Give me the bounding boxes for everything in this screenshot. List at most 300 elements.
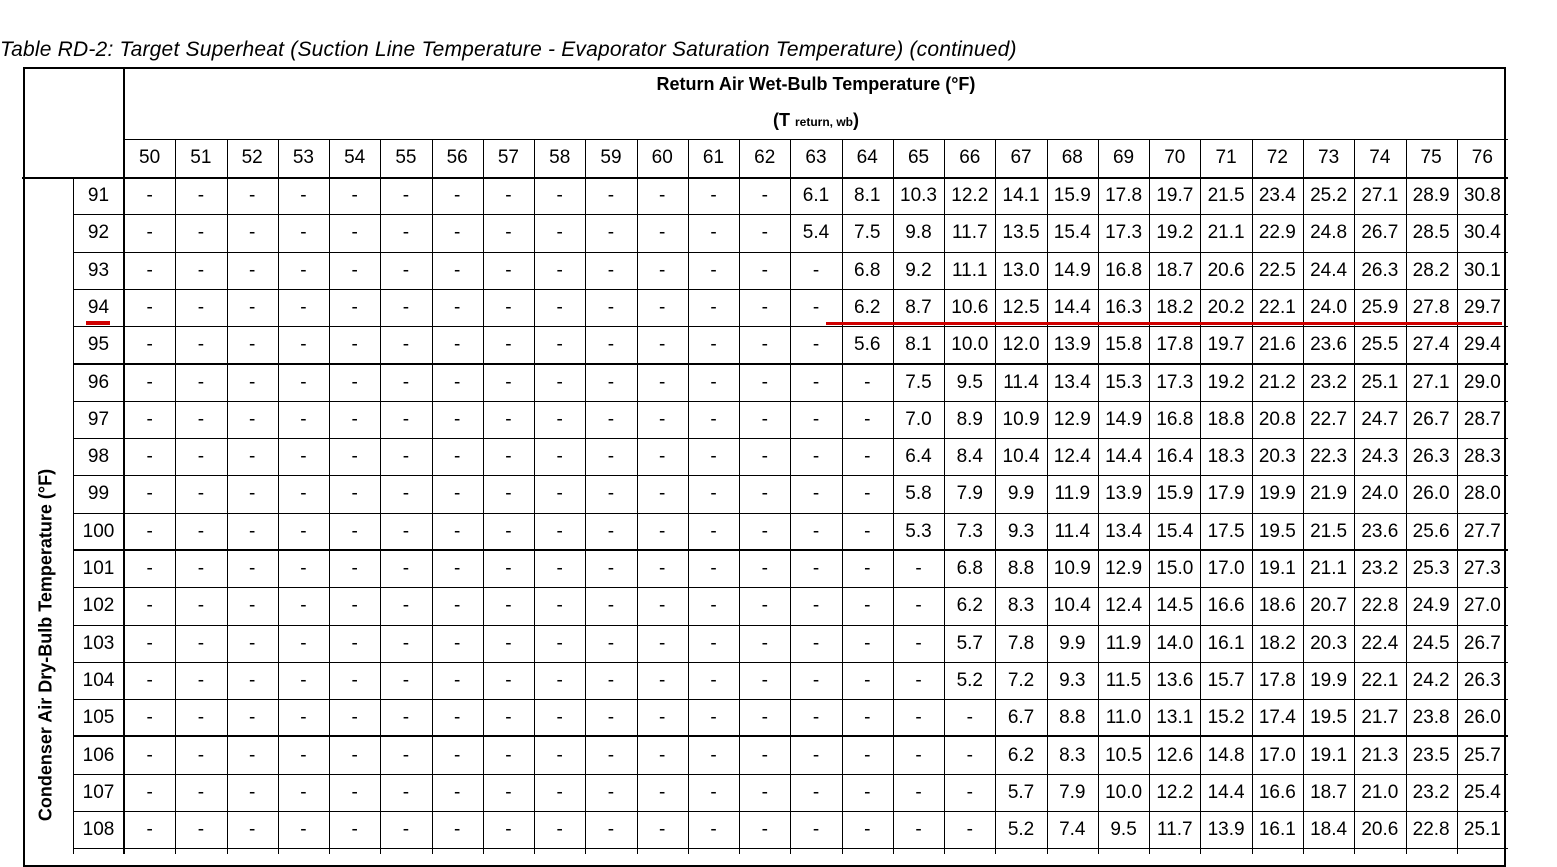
- table-cell: -: [300, 520, 307, 542]
- table-cell: 16.1: [1258, 819, 1296, 841]
- table-cell: -: [197, 371, 205, 393]
- table-cell: -: [197, 707, 205, 729]
- row-line: [73, 326, 1508, 327]
- table-cell: -: [454, 707, 461, 729]
- table-cell: 27.0: [1463, 595, 1501, 617]
- row-label-107: 107: [82, 781, 115, 803]
- table-cell: -: [812, 669, 820, 691]
- table-cell: -: [402, 520, 410, 542]
- table-cell: -: [300, 446, 307, 468]
- table-cell: 17.0: [1207, 558, 1245, 579]
- table-cell: -: [300, 371, 307, 393]
- table-cell: 9.9: [1059, 632, 1086, 654]
- table-cell: -: [197, 222, 205, 244]
- table-cell: -: [300, 632, 307, 654]
- column-header-52: 52: [241, 147, 263, 168]
- table-cell: 12.4: [1053, 446, 1091, 468]
- table-cell: 21.9: [1310, 483, 1348, 505]
- table-cell: 10.9: [1053, 558, 1091, 579]
- table-cell: -: [402, 781, 410, 803]
- table-cell: -: [812, 446, 820, 468]
- table-cell: -: [351, 334, 358, 356]
- row-label-100: 100: [82, 520, 115, 542]
- table-cell: 6.2: [1007, 744, 1035, 766]
- table-cell: -: [402, 483, 410, 505]
- table-cell: -: [248, 371, 256, 393]
- table-cell: -: [454, 371, 461, 393]
- table-cell: -: [402, 632, 410, 654]
- table-cell: -: [556, 558, 563, 579]
- table-caption: Table RD-2: Target Superheat (Suction Line Temperature - Evaporator Saturation Temperature) (continued): [0, 38, 1017, 61]
- table-cell: -: [146, 259, 153, 281]
- table-cell: -: [864, 595, 871, 617]
- table-cell: -: [710, 408, 717, 430]
- table-cell: -: [761, 408, 768, 430]
- symbol-subscript: return, wb: [795, 115, 854, 129]
- table-cell: -: [505, 408, 512, 430]
- table-cell: 21.5: [1310, 520, 1348, 542]
- table-cell: -: [454, 296, 461, 318]
- table-cell: 8.4: [956, 446, 983, 468]
- table-cell: 22.9: [1258, 222, 1296, 244]
- table-cell: -: [505, 483, 512, 505]
- table-cell: -: [556, 446, 563, 468]
- table-cell: -: [248, 185, 256, 206]
- table-cell: -: [659, 371, 666, 393]
- table-cell: 15.9: [1053, 185, 1091, 206]
- table-cell: -: [146, 371, 153, 393]
- table-cell: 19.5: [1258, 520, 1296, 542]
- table-cell: 16.8: [1105, 259, 1143, 281]
- table-cell: 7.8: [1007, 632, 1035, 654]
- table-cell: -: [607, 371, 615, 393]
- table-cell: -: [915, 707, 922, 729]
- table-cell: -: [402, 669, 410, 691]
- table-cell: 7.0: [905, 408, 932, 430]
- table-cell: -: [197, 632, 205, 654]
- table-cell: 20.6: [1207, 259, 1245, 281]
- group-separator-line: [73, 363, 1508, 365]
- table-cell: -: [505, 669, 512, 691]
- table-cell: -: [402, 707, 410, 729]
- column-header-64: 64: [856, 147, 878, 168]
- table-cell: -: [351, 259, 358, 281]
- column-header-62: 62: [754, 147, 776, 168]
- table-cell: -: [197, 446, 205, 468]
- table-cell: -: [915, 558, 922, 579]
- table-cell: 5.4: [802, 222, 830, 244]
- table-cell: -: [351, 558, 358, 579]
- table-cell: -: [864, 669, 871, 691]
- table-cell: -: [915, 669, 922, 691]
- row-line: [73, 513, 1508, 514]
- row-label-94: 94: [87, 296, 110, 318]
- table-cell: -: [248, 669, 256, 691]
- row-label-99: 99: [87, 483, 110, 505]
- table-cell: -: [812, 408, 820, 430]
- table-cell: 12.6: [1156, 744, 1194, 766]
- row-line: [73, 848, 1508, 849]
- table-cell: 29.4: [1463, 334, 1501, 356]
- table-cell: -: [710, 259, 717, 281]
- row-label-96: 96: [87, 371, 110, 393]
- table-cell: 6.2: [854, 296, 881, 318]
- table-cell: -: [402, 371, 410, 393]
- table-cell: -: [710, 483, 717, 505]
- table-cell: 6.2: [956, 595, 983, 617]
- table-cell: 12.9: [1105, 558, 1143, 579]
- table-cell: -: [556, 222, 563, 244]
- table-cell: 20.3: [1258, 446, 1296, 468]
- table-cell: 24.3: [1361, 446, 1399, 468]
- table-cell: -: [300, 558, 307, 579]
- table-cell: 24.4: [1310, 259, 1348, 281]
- table-cell: 7.2: [1007, 669, 1035, 691]
- row-label-105: 105: [82, 707, 115, 729]
- table-cell: -: [300, 259, 307, 281]
- table-cell: 10.0: [1105, 781, 1143, 803]
- table-cell: -: [248, 296, 256, 318]
- table-cell: -: [864, 744, 871, 766]
- table-cell: -: [505, 446, 512, 468]
- table-cell: -: [300, 185, 307, 206]
- table-cell: 26.0: [1412, 483, 1450, 505]
- table-cell: -: [607, 334, 615, 356]
- table-cell: 19.2: [1207, 371, 1245, 393]
- table-cell: -: [607, 296, 615, 318]
- table-cell: -: [146, 296, 153, 318]
- table-cell: -: [812, 558, 820, 579]
- table-cell: 28.9: [1412, 185, 1450, 206]
- table-cell: -: [505, 259, 512, 281]
- table-cell: 11.7: [951, 222, 988, 244]
- table-cell: -: [402, 446, 410, 468]
- table-cell: -: [812, 781, 820, 803]
- table-cell: 23.8: [1412, 707, 1450, 729]
- table-cell: -: [710, 744, 717, 766]
- table-cell: 13.0: [1002, 259, 1040, 281]
- table-cell: -: [710, 707, 717, 729]
- table-cell: 14.4: [1105, 446, 1143, 468]
- table-cell: -: [915, 744, 922, 766]
- table-cell: 10.5: [1105, 744, 1143, 766]
- table-cell: 15.7: [1207, 669, 1245, 691]
- table-cell: -: [607, 446, 615, 468]
- table-cell: -: [248, 744, 256, 766]
- table-cell: 13.9: [1105, 483, 1143, 505]
- table-cell: 8.1: [854, 185, 881, 206]
- table-cell: 26.3: [1463, 669, 1501, 691]
- table-cell: 8.8: [1059, 707, 1086, 729]
- column-header-65: 65: [907, 147, 930, 168]
- table-cell: -: [659, 520, 666, 542]
- table-cell: -: [659, 408, 666, 430]
- table-cell: -: [864, 558, 871, 579]
- table-cell: -: [812, 595, 820, 617]
- table-cell: 20.2: [1207, 296, 1245, 318]
- table-cell: -: [607, 259, 615, 281]
- table-cell: -: [556, 707, 563, 729]
- table-cell: -: [556, 483, 563, 505]
- table-cell: -: [659, 595, 666, 617]
- table-cell: 19.7: [1207, 334, 1245, 356]
- table-cell: 14.4: [1207, 781, 1245, 803]
- table-cell: -: [607, 558, 615, 579]
- table-cell: -: [556, 259, 563, 281]
- table-cell: -: [248, 222, 256, 244]
- table-cell: -: [197, 744, 205, 766]
- table-cell: 18.7: [1310, 781, 1348, 803]
- table-cell: 27.7: [1463, 520, 1501, 542]
- table-cell: -: [351, 632, 358, 654]
- row-line: [73, 438, 1508, 439]
- table-cell: -: [402, 408, 410, 430]
- table-cell: 15.4: [1053, 222, 1091, 244]
- table-cell: 26.7: [1412, 408, 1450, 430]
- table-cell: 19.2: [1156, 222, 1194, 244]
- table-cell: -: [351, 669, 358, 691]
- table-cell: -: [761, 296, 768, 318]
- table-cell: 18.4: [1310, 819, 1348, 841]
- column-header-63: 63: [805, 147, 827, 168]
- table-cell: 22.8: [1412, 819, 1450, 841]
- table-cell: 12.9: [1053, 408, 1091, 430]
- table-cell: -: [966, 707, 973, 729]
- table-cell: 19.5: [1310, 707, 1348, 729]
- table-cell: 14.1: [1002, 185, 1040, 206]
- table-cell: -: [454, 222, 461, 244]
- table-cell: 12.2: [951, 185, 989, 206]
- table-cell: 29.0: [1463, 371, 1501, 393]
- table-cell: -: [710, 296, 717, 318]
- table-cell: -: [812, 334, 820, 356]
- table-cell: 8.7: [905, 296, 932, 318]
- table-cell: 21.7: [1361, 707, 1399, 729]
- group-separator-line: [73, 735, 1508, 737]
- table-cell: -: [556, 819, 563, 841]
- table-cell: -: [505, 744, 512, 766]
- table-cell: -: [248, 408, 256, 430]
- table-cell: -: [300, 744, 307, 766]
- table-cell: 15.9: [1156, 483, 1194, 505]
- table-cell: 7.9: [956, 483, 983, 505]
- table-cell: 17.5: [1207, 520, 1245, 542]
- table-cell: -: [556, 595, 563, 617]
- table-cell: -: [761, 222, 768, 244]
- table-cell: -: [351, 371, 358, 393]
- table-cell: -: [454, 558, 461, 579]
- table-cell: 14.4: [1053, 296, 1091, 318]
- table-cell: -: [607, 781, 615, 803]
- table-cell: -: [761, 669, 768, 691]
- table-cell: -: [351, 446, 358, 468]
- highlight-underline: [86, 321, 110, 325]
- table-cell: -: [761, 819, 768, 841]
- table-cell: -: [659, 296, 666, 318]
- table-cell: -: [248, 334, 256, 356]
- table-cell: -: [710, 520, 717, 542]
- table-cell: -: [505, 632, 512, 654]
- column-header-61: 61: [702, 147, 725, 168]
- table-cell: -: [607, 595, 615, 617]
- table-cell: -: [197, 483, 205, 505]
- table-cell: -: [812, 296, 820, 318]
- column-header-50: 50: [139, 147, 161, 168]
- table-cell: -: [556, 632, 563, 654]
- table-cell: -: [761, 483, 768, 505]
- table-cell: -: [300, 595, 307, 617]
- grid-line: [124, 139, 1508, 140]
- table-cell: 14.5: [1156, 595, 1194, 617]
- table-cell: 8.3: [1007, 595, 1035, 617]
- table-cell: 20.3: [1310, 632, 1348, 654]
- row-line: [73, 475, 1508, 476]
- table-cell: 6.4: [905, 446, 932, 468]
- table-cell: -: [351, 819, 358, 841]
- table-cell: -: [915, 595, 922, 617]
- table-cell: -: [812, 819, 820, 841]
- table-cell: 5.7: [1007, 781, 1035, 803]
- table-cell: -: [197, 595, 205, 617]
- table-cell: -: [659, 819, 666, 841]
- table-cell: 25.6: [1412, 520, 1450, 542]
- table-cell: 6.8: [854, 259, 881, 281]
- group-separator-line: [73, 549, 1508, 551]
- table-cell: 12.5: [1002, 296, 1040, 318]
- table-cell: 18.7: [1156, 259, 1194, 281]
- table-cell: 24.9: [1412, 595, 1450, 617]
- row-label-108: 108: [82, 819, 115, 841]
- table-cell: 18.8: [1207, 408, 1245, 430]
- table-cell: 18.2: [1156, 296, 1194, 318]
- highlight-line: [826, 322, 1502, 325]
- table-cell: 13.9: [1053, 334, 1091, 356]
- table-cell: 8.9: [956, 408, 983, 430]
- table-cell: 10.9: [1002, 408, 1040, 430]
- table-cell: -: [659, 669, 666, 691]
- table-cell: -: [607, 185, 615, 206]
- table-cell: 10.6: [951, 296, 989, 318]
- row-label-104: 104: [82, 669, 115, 691]
- table-cell: -: [659, 632, 666, 654]
- table-cell: 28.7: [1463, 408, 1501, 430]
- table-cell: -: [197, 558, 205, 579]
- table-cell: -: [761, 744, 768, 766]
- table-cell: -: [146, 334, 153, 356]
- table-cell: -: [556, 520, 563, 542]
- table-cell: 7.4: [1059, 819, 1086, 841]
- table-cell: 17.9: [1207, 483, 1245, 505]
- table-cell: -: [607, 669, 615, 691]
- table-cell: -: [659, 222, 666, 244]
- column-header-67: 67: [1010, 147, 1032, 168]
- table-cell: -: [248, 558, 256, 579]
- column-header-74: 74: [1369, 147, 1391, 168]
- table-cell: -: [197, 819, 205, 841]
- column-header-69: 69: [1112, 147, 1135, 168]
- table-cell: -: [812, 259, 820, 281]
- table-cell: -: [659, 781, 666, 803]
- table-cell: 16.6: [1258, 781, 1296, 803]
- table-cell: 15.2: [1207, 707, 1245, 729]
- table-cell: -: [248, 483, 256, 505]
- table-cell: -: [659, 558, 666, 579]
- table-cell: -: [864, 371, 871, 393]
- table-cell: 11.9: [1105, 632, 1142, 654]
- table-cell: 7.5: [905, 371, 932, 393]
- column-header-71: 71: [1215, 147, 1237, 168]
- table-cell: -: [607, 819, 615, 841]
- table-cell: -: [146, 669, 153, 691]
- table-cell: 19.9: [1310, 669, 1348, 691]
- table-cell: -: [607, 222, 615, 244]
- column-header-72: 72: [1266, 147, 1288, 168]
- row-line: [73, 289, 1508, 290]
- row-label-92: 92: [87, 222, 110, 244]
- table-cell: 17.4: [1258, 707, 1296, 729]
- table-cell: -: [351, 222, 358, 244]
- table-cell: 17.8: [1105, 185, 1143, 206]
- table-cell: 12.2: [1156, 781, 1194, 803]
- table-cell: 20.7: [1310, 595, 1348, 617]
- table-cell: -: [505, 781, 512, 803]
- table-cell: -: [146, 408, 153, 430]
- table-cell: 28.5: [1412, 222, 1450, 244]
- table-cell: 7.5: [854, 222, 881, 244]
- table-cell: 26.7: [1361, 222, 1399, 244]
- column-header-57: 57: [497, 147, 519, 168]
- table-cell: 12.4: [1105, 595, 1143, 617]
- column-header-73: 73: [1318, 147, 1340, 168]
- table-cell: 5.2: [956, 669, 983, 691]
- table-cell: 24.2: [1412, 669, 1450, 691]
- table-cell: 18.2: [1258, 632, 1296, 654]
- table-cell: 6.1: [802, 185, 830, 206]
- row-line: [73, 662, 1508, 663]
- table-cell: 24.5: [1412, 632, 1450, 654]
- table-cell: -: [146, 707, 153, 729]
- table-cell: 28.3: [1463, 446, 1501, 468]
- table-cell: -: [710, 222, 717, 244]
- table-cell: -: [607, 483, 615, 505]
- table-cell: 25.9: [1361, 296, 1399, 318]
- table-cell: -: [300, 222, 307, 244]
- table-cell: 15.8: [1105, 334, 1143, 356]
- table-cell: -: [761, 520, 768, 542]
- table-cell: 30.1: [1463, 259, 1501, 281]
- table-cell: -: [761, 781, 768, 803]
- row-line: [73, 699, 1508, 700]
- table-cell: 22.7: [1310, 408, 1348, 430]
- table-cell: 21.2: [1258, 371, 1296, 393]
- table-cell: -: [197, 781, 205, 803]
- row-label-103: 103: [82, 632, 115, 654]
- table-cell: 25.5: [1361, 334, 1399, 356]
- table-cell: -: [454, 446, 461, 468]
- table-cell: 17.3: [1156, 371, 1194, 393]
- grid-line: [22, 177, 1508, 179]
- table-cell: -: [864, 781, 871, 803]
- table-cell: 26.7: [1463, 632, 1501, 654]
- table-cell: 23.2: [1361, 558, 1399, 579]
- table-cell: -: [710, 819, 717, 841]
- table-cell: -: [402, 296, 410, 318]
- table-cell: 9.8: [905, 222, 932, 244]
- table-cell: 25.1: [1361, 371, 1399, 393]
- row-line: [73, 625, 1508, 626]
- table-cell: 13.5: [1002, 222, 1040, 244]
- column-header-60: 60: [651, 147, 673, 168]
